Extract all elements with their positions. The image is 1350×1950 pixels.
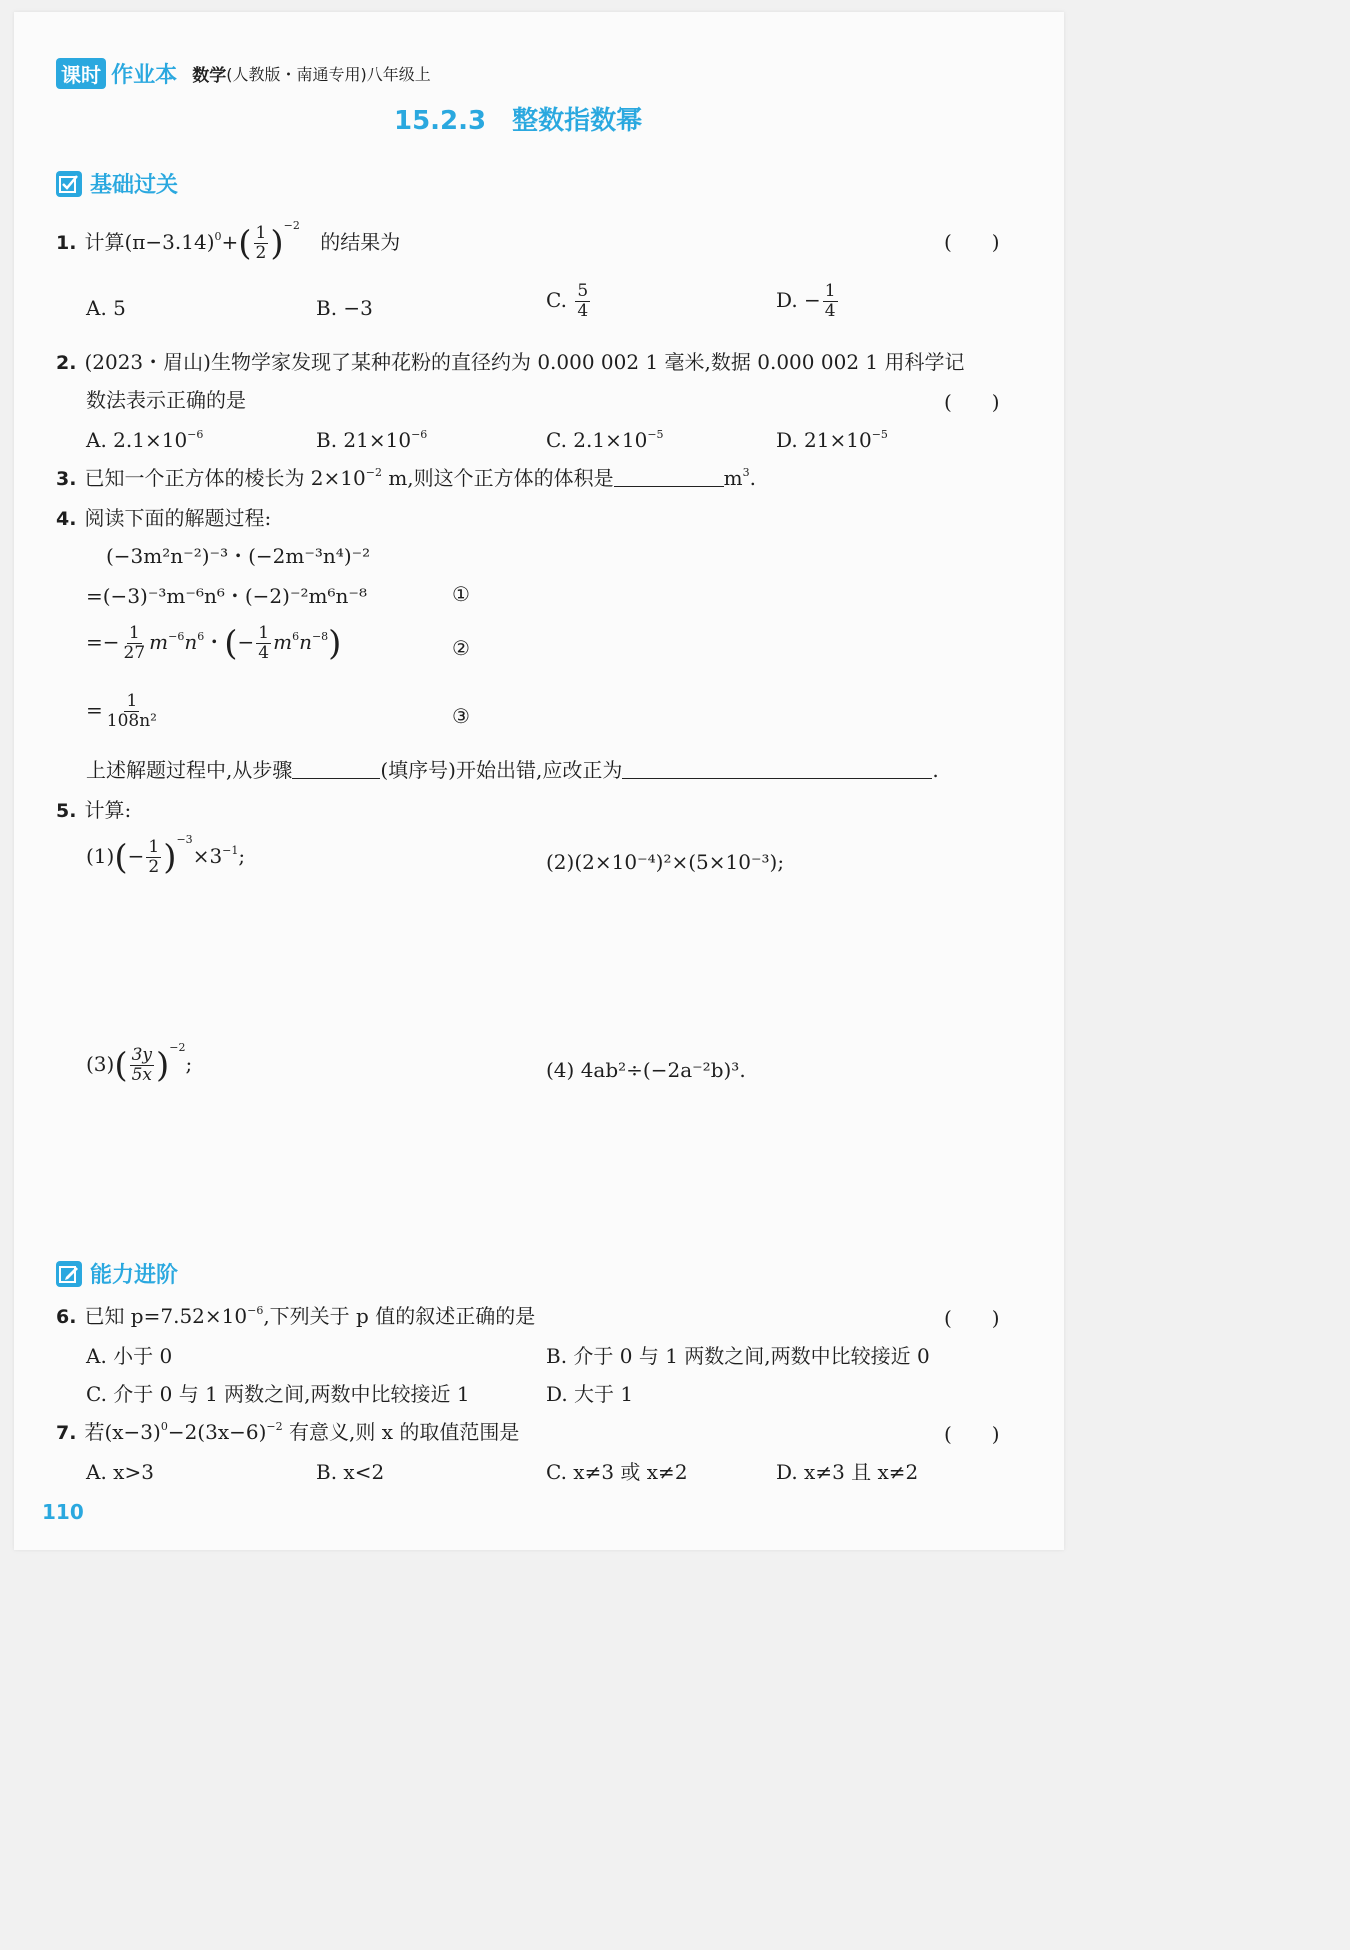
q1-exp: −2 [283, 219, 300, 232]
q7-exp: −2 [266, 1420, 283, 1433]
q1-option-a: A. 5 [86, 296, 126, 320]
equals: =− [86, 630, 120, 654]
q4-step-2: =− $\frac{1}{27}$ $m^{-6}n^6$・(− $\frac{1}{4}$ $m^6n^{-8}$) [86, 623, 342, 664]
paren-open: ( [224, 623, 238, 664]
q1-plus: + [221, 230, 239, 254]
answer-bracket[interactable]: ( ) [944, 230, 1000, 254]
q3-exp: −2 [365, 466, 382, 479]
q6-exp: −6 [247, 1304, 264, 1317]
question-4 [56, 504, 271, 533]
answer-blank[interactable] [614, 466, 724, 487]
q7-text-post: 有意义,则 x 的取值范围是 [282, 1420, 520, 1444]
fraction [122, 624, 148, 663]
q6-option-a: A. 小于 0 [86, 1344, 173, 1368]
page-title: 15.2.3 整数指数幂 [394, 106, 643, 136]
part-label: (1) [86, 844, 115, 868]
dot: ・ [204, 630, 225, 654]
paren-open: ( [114, 1045, 128, 1086]
option-text: B. 21×10 [316, 428, 412, 452]
q4-step-0: (−3m²n⁻²)⁻³・(−2m⁻³n⁴)⁻² [106, 544, 371, 568]
q2-option-a [86, 426, 203, 454]
q1-text-post: 的结果为 [320, 230, 401, 254]
q5-part-1: (1)(− $\frac{1}{2}$ )$^{-3}\times 3^{-1}$; [86, 833, 246, 878]
question-number: 6. [56, 1306, 77, 1328]
fraction [105, 692, 159, 731]
question-number: 1. [56, 232, 77, 254]
frac-num: 3y [131, 1045, 153, 1065]
paren-close: ) [270, 223, 284, 264]
pencil-icon [56, 1261, 82, 1287]
fraction [256, 624, 271, 663]
conclusion-text: 上述解题过程中,从步骤 [86, 758, 293, 782]
frac-den: 2 [148, 857, 160, 877]
frac-den: 2 [255, 243, 267, 263]
question-number: 4. [56, 508, 77, 530]
part-end: ; [238, 844, 246, 868]
exp: −2 [169, 1041, 186, 1054]
step-marker-2: ② [452, 636, 470, 660]
frac-den: 108n² [106, 711, 157, 731]
q1-option-c [546, 282, 592, 321]
question-number: 2. [56, 352, 77, 374]
option-label: D. − [776, 288, 821, 312]
q1-c-fraction [575, 282, 590, 321]
paren-close: ) [156, 1045, 170, 1086]
paren-open: ( [114, 837, 128, 878]
question-number: 7. [56, 1422, 77, 1444]
part-end: ; [185, 1052, 193, 1076]
q1-option-d [776, 282, 840, 321]
q3-text: 已知一个正方体的棱长为 2×10 [84, 466, 366, 490]
step-marker-1: ① [452, 582, 470, 606]
q2-option-d [776, 426, 888, 454]
question-3 [56, 464, 756, 493]
header [56, 58, 431, 88]
exp: −3 [176, 833, 193, 846]
option-text: C. 2.1×10 [546, 428, 648, 452]
frac-den: 4 [577, 301, 589, 321]
section-basic-title: 基础过关 [90, 173, 179, 198]
q2-option-b [316, 426, 427, 454]
q5-part-2: (2)(2×10⁻⁴)²×(5×10⁻³); [546, 850, 785, 874]
question-6 [56, 1302, 535, 1331]
option-exp: −5 [871, 428, 888, 441]
q4-step-3 [86, 692, 161, 731]
question-7 [56, 1418, 519, 1447]
option-label: C. [546, 288, 567, 312]
q1-d-fraction [823, 282, 838, 321]
answer-blank[interactable] [292, 758, 380, 779]
frac-den: 4 [258, 643, 270, 663]
part-label: (3) [86, 1052, 115, 1076]
section-basic [56, 168, 178, 199]
q3-end: . [749, 466, 756, 490]
q7-text: 若(x−3) [84, 1420, 161, 1444]
logo: 课时 [56, 58, 106, 89]
q1-text: 计算(π−3.14) [84, 230, 215, 254]
paren-close: ) [163, 837, 177, 878]
q7-text-mid: −2(3x−6) [167, 1420, 267, 1444]
q6-option-d: D. 大于 1 [546, 1382, 634, 1406]
answer-bracket[interactable]: ( ) [944, 390, 1000, 414]
subject: 数学 [192, 66, 227, 86]
q1-exp0: 0 [214, 230, 222, 243]
option-text: D. 21×10 [776, 428, 872, 452]
page-number: 110 [42, 1500, 84, 1524]
q3-unit: m [723, 466, 743, 490]
q2-text-line1: (2023・眉山)生物学家发现了某种花粉的直径约为 0.000 002 1 毫米,数据 0.000 002 1 用科学记 [84, 350, 965, 374]
subject-edition: (人教版・南通专用)八年级上 [226, 65, 431, 84]
fraction [146, 838, 161, 877]
option-text: A. 2.1×10 [86, 428, 188, 452]
fraction [130, 1046, 154, 1085]
q1-fraction [254, 224, 269, 263]
answer-blank[interactable] [622, 758, 932, 779]
conclusion-end: . [932, 758, 939, 782]
equals: = [86, 698, 103, 722]
frac-num: 5 [577, 281, 589, 301]
option-exp: −5 [647, 428, 664, 441]
page [14, 12, 1064, 1550]
option-exp: −6 [411, 428, 428, 441]
part-text: ×3 [192, 844, 223, 868]
step-marker-3: ③ [452, 704, 470, 728]
frac-num: 1 [258, 623, 270, 643]
q4-text: 阅读下面的解题过程: [84, 506, 272, 530]
checkbox-icon [56, 171, 82, 197]
question-2 [56, 348, 964, 377]
frac-num: 1 [824, 281, 836, 301]
conclusion-text: (填序号)开始出错,应改正为 [380, 758, 623, 782]
q6-option-c: C. 介于 0 与 1 两数之间,两数中比较接近 1 [86, 1382, 470, 1406]
q3-text-mid: m,则这个正方体的体积是 [381, 466, 614, 490]
answer-bracket[interactable]: ( ) [944, 1422, 1000, 1446]
q7-option-d: D. x≠3 且 x≠2 [776, 1460, 919, 1484]
q5-text: 计算: [84, 798, 132, 822]
q6-option-b: B. 介于 0 与 1 两数之间,两数中比较接近 0 [546, 1344, 930, 1368]
q5-part-3 [86, 1041, 193, 1086]
frac-den: 4 [824, 301, 836, 321]
frac-num: 1 [148, 837, 160, 857]
brand: 作业本 [111, 63, 178, 88]
frac-num: 1 [255, 223, 267, 243]
q7-option-b: B. x<2 [316, 1460, 385, 1484]
q5-part-4: (4) 4ab²÷(−2a⁻²b)³. [546, 1058, 746, 1082]
q3-unit-exp: 3 [742, 466, 750, 479]
q1-option-b: B. −3 [316, 296, 373, 320]
question-number: 5. [56, 800, 77, 822]
q4-conclusion [86, 756, 939, 784]
q2-text-line2: 数法表示正确的是 [86, 388, 246, 412]
q2-option-c [546, 426, 664, 454]
q7-option-a: A. x>3 [86, 1460, 154, 1484]
option-exp: −6 [187, 428, 204, 441]
section-advanced-title: 能力进阶 [90, 1263, 179, 1288]
q4-step-1: =(−3)⁻³m⁻⁶n⁶・(−2)⁻²m⁶n⁻⁸ [86, 584, 367, 608]
frac-den: 5x [131, 1065, 153, 1085]
question-1 [56, 219, 401, 264]
answer-bracket[interactable]: ( ) [944, 1306, 1000, 1330]
section-advanced [56, 1258, 178, 1289]
q7-exp0: 0 [160, 1420, 168, 1433]
paren-close: ) [328, 623, 342, 664]
exp: −1 [222, 844, 239, 857]
frac-num: 1 [126, 691, 138, 711]
paren-open: ( [238, 223, 252, 264]
frac-den: 27 [123, 643, 146, 663]
q6-text-post: ,下列关于 p 值的叙述正确的是 [263, 1304, 536, 1328]
question-number: 3. [56, 468, 77, 490]
frac-num: 1 [128, 623, 140, 643]
q6-text: 已知 p=7.52×10 [84, 1304, 248, 1328]
question-5 [56, 796, 131, 825]
q7-option-c: C. x≠3 或 x≠2 [546, 1460, 688, 1484]
